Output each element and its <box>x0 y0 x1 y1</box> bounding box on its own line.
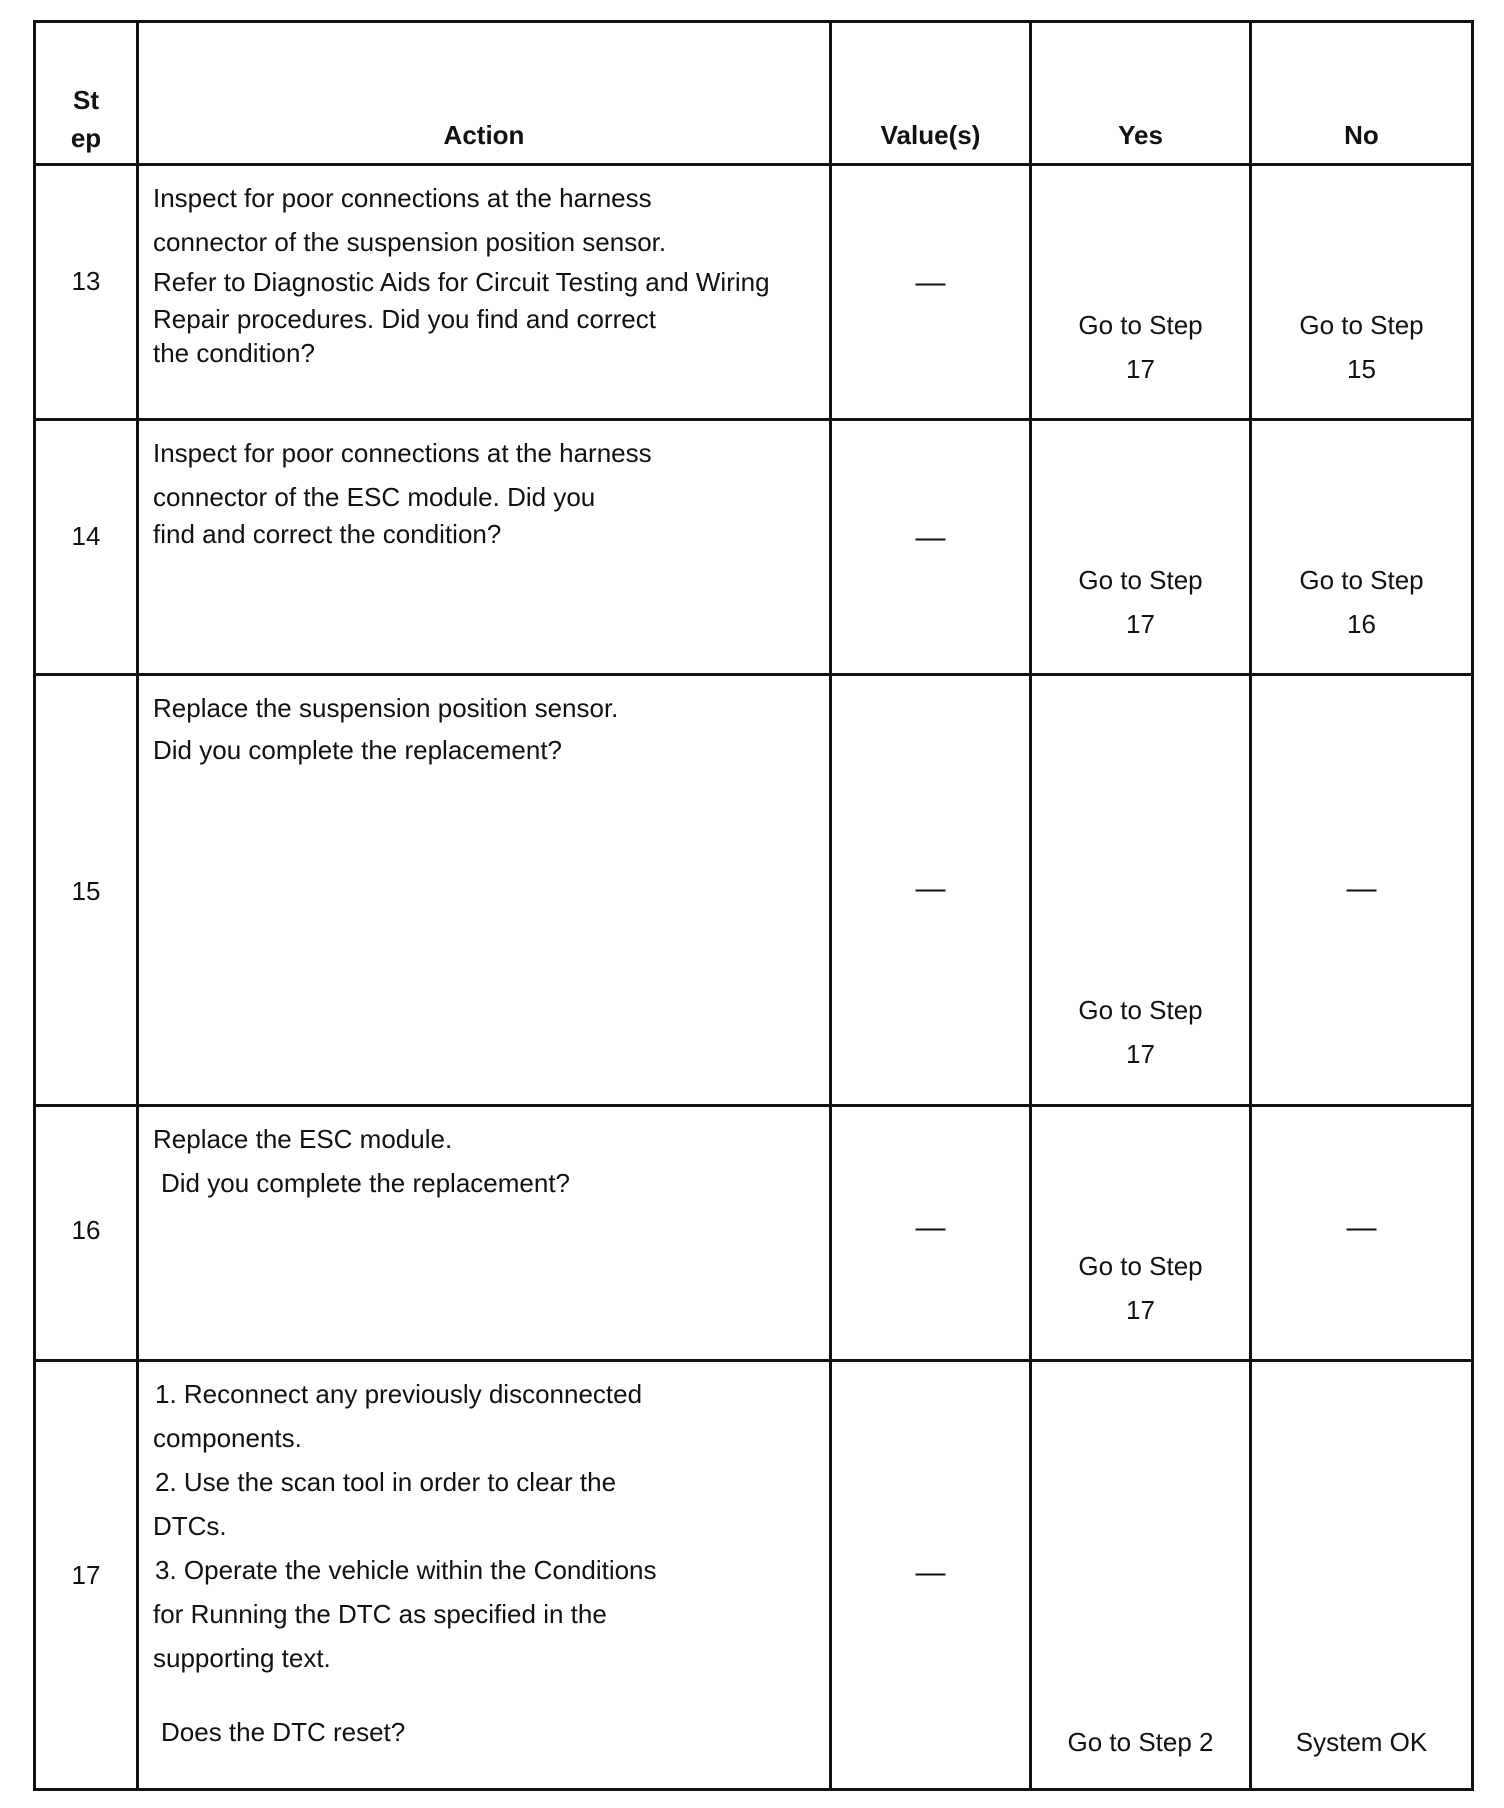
yes-goto: Go to Step 17 <box>1078 310 1203 384</box>
no-dash: — <box>1346 872 1377 905</box>
value-cell <box>831 675 1031 1106</box>
table-row-step-17 <box>35 1361 1473 1790</box>
no-result: System OK <box>1295 1727 1428 1757</box>
value-dash: — <box>915 266 946 299</box>
value-dash: — <box>915 1211 946 1244</box>
action-cell <box>138 165 831 420</box>
no-goto: Go to Step 16 <box>1299 565 1424 639</box>
no-cell <box>1251 165 1473 420</box>
no-cell <box>1251 1361 1473 1790</box>
yes-cell <box>1031 165 1251 420</box>
step-cell <box>35 1106 138 1361</box>
header-values: Value(s) <box>831 22 1031 165</box>
step-number: 13 <box>71 266 101 296</box>
action-text: Inspect for poor connections at the harness connector of the ESC module. Did you find and correct the condition? <box>153 438 652 549</box>
no-cell <box>1251 675 1473 1106</box>
value-cell <box>831 165 1031 420</box>
value-dash: — <box>915 872 946 905</box>
value-dash: — <box>915 1556 946 1589</box>
step-cell <box>35 675 138 1106</box>
no-cell <box>1251 420 1473 675</box>
header-step <box>35 22 138 165</box>
yes-cell <box>1031 675 1251 1106</box>
diagnostic-table <box>33 20 1474 1791</box>
header-no: No <box>1251 22 1473 165</box>
value-dash: — <box>915 521 946 554</box>
table-row-step-14 <box>35 420 1473 675</box>
step-number: 14 <box>71 521 101 551</box>
value-cell <box>831 1361 1031 1790</box>
value-cell <box>831 420 1031 675</box>
no-dash: — <box>1346 1211 1377 1244</box>
yes-cell <box>1031 1106 1251 1361</box>
table-row-step-16 <box>35 1106 1473 1361</box>
value-cell <box>831 1106 1031 1361</box>
step-cell <box>35 165 138 420</box>
yes-goto: Go to Step 2 <box>1067 1727 1214 1757</box>
action-text: Replace the suspension position sensor. Did you complete the replacement? <box>153 693 619 765</box>
action-cell <box>138 420 831 675</box>
action-cell <box>138 1106 831 1361</box>
action-text: Replace the ESC module. Did you complete the replacement? <box>153 1124 571 1198</box>
yes-cell <box>1031 420 1251 675</box>
header-action: Action <box>138 22 831 165</box>
yes-goto: Go to Step 17 <box>1078 995 1203 1069</box>
header-row <box>35 22 1473 165</box>
table-row-step-15 <box>35 675 1473 1106</box>
no-goto: Go to Step 15 <box>1299 310 1424 384</box>
action-text: Inspect for poor connections at the harness connector of the suspension position sensor. Refer to Diagnostic Aids for Circuit Testing and Wiring Repair procedures. Did you find and correct the condition? <box>153 183 770 368</box>
step-number: 15 <box>71 876 101 906</box>
action-text: 1. Reconnect any previously disconnected components. 2. Use the scan tool in order to clear the DTCs. 3. Operate the vehicle within the Conditions for Running the DTC as specified in the supporting text. Does the DTC reset? <box>153 1379 657 1747</box>
no-cell <box>1251 1106 1473 1361</box>
header-step-line1: St <box>73 85 99 115</box>
step-cell <box>35 420 138 675</box>
table-row-step-13 <box>35 165 1473 420</box>
yes-goto: Go to Step 17 <box>1078 1251 1203 1325</box>
step-cell <box>35 1361 138 1790</box>
action-cell <box>138 675 831 1106</box>
step-number: 16 <box>71 1215 101 1245</box>
step-number: 17 <box>71 1560 101 1590</box>
yes-goto: Go to Step 17 <box>1078 565 1203 639</box>
yes-cell <box>1031 1361 1251 1790</box>
header-step-line2: ep <box>70 123 102 153</box>
action-cell <box>138 1361 831 1790</box>
header-yes: Yes <box>1031 22 1251 165</box>
